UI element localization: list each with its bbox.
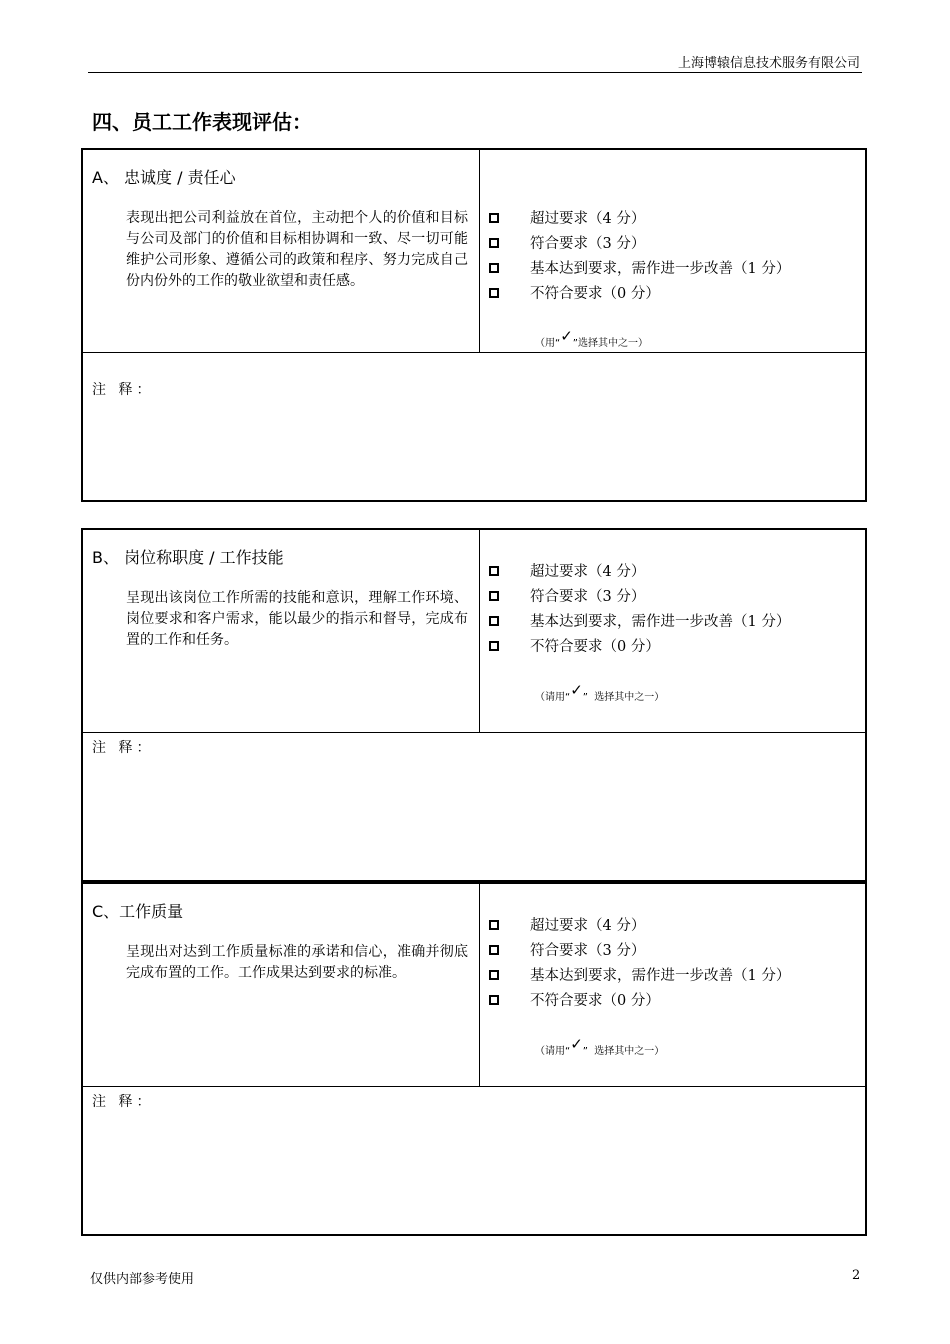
rating-option-label: 不符合要求（0 分）: [530, 286, 660, 302]
rating-option[interactable]: [489, 987, 790, 1012]
checkbox-icon[interactable]: [489, 238, 499, 248]
checkbox-icon[interactable]: [489, 616, 499, 626]
header-divider: [88, 72, 862, 73]
rating-option-label: 符合要求（3 分）: [530, 943, 646, 959]
rating-option-label: 超过要求（4 分）: [530, 211, 646, 227]
checkbox-icon[interactable]: [489, 920, 499, 930]
rating-option[interactable]: [489, 633, 790, 658]
criterion-description: 表现出把公司利益放在首位，主动把个人的价值和目标与公司及部门的价值和目标相协调和一致、尽一切可能维护公司形象、遵循公司的政策和程序、努力完成自己份内份外的工作的敬业欲望和责任感。: [126, 210, 468, 289]
checkmark-icon: ✓: [570, 1035, 583, 1053]
checkbox-icon[interactable]: [489, 566, 499, 576]
rating-option[interactable]: [489, 583, 790, 608]
rating-options: [489, 205, 790, 305]
page-number: 2: [852, 1268, 861, 1283]
rating-options: [489, 912, 790, 1012]
rating-option[interactable]: [489, 912, 790, 937]
evaluation-card-a: [81, 148, 867, 502]
hint-prefix: （用“: [535, 338, 561, 349]
rating-option[interactable]: [489, 608, 790, 633]
comment-label: 注 释：: [92, 382, 155, 398]
checkbox-icon[interactable]: [489, 945, 499, 955]
checkbox-icon[interactable]: [489, 995, 499, 1005]
evaluation-card-b: [81, 528, 867, 882]
criterion-description: 呈现出对达到工作质量标准的承诺和信心，准确并彻底完成布置的工作。工作成果达到要求的标准。: [126, 944, 468, 981]
rating-option-label: 不符合要求（0 分）: [530, 639, 660, 655]
checkmark-icon: ✓: [560, 327, 573, 345]
rating-option-label: 符合要求（3 分）: [530, 589, 646, 605]
rating-option-label: 基本达到要求，需作进一步改善（1 分）: [530, 614, 791, 630]
card-column-divider: [479, 530, 480, 732]
criterion-heading: C、工作质量: [92, 902, 184, 921]
comment-label: 注 释：: [92, 1094, 155, 1110]
section-title: 四、员工工作表现评估：: [92, 110, 312, 134]
rating-option-label: 超过要求（4 分）: [530, 564, 646, 580]
card-column-divider: [479, 884, 480, 1086]
hint-suffix: ” 选择其中之一）: [582, 692, 665, 703]
rating-option[interactable]: [489, 230, 790, 255]
rating-option-label: 基本达到要求，需作进一步改善（1 分）: [530, 968, 791, 984]
criterion-description: 呈现出该岗位工作所需的技能和意识，理解工作环境、岗位要求和客户需求，能以最少的指示和督导，完成布置的工作和任务。: [126, 590, 468, 648]
hint-suffix: ”选择其中之一）: [572, 338, 648, 349]
criterion-heading: A、 忠诚度 / 责任心: [92, 168, 236, 187]
hint-prefix: （请用“: [535, 692, 571, 703]
criterion-heading: B、 岗位称职度 / 工作技能: [92, 548, 284, 567]
rating-option-label: 基本达到要求，需作进一步改善（1 分）: [530, 261, 791, 277]
checkbox-icon[interactable]: [489, 970, 499, 980]
rating-option[interactable]: [489, 255, 790, 280]
checkbox-icon[interactable]: [489, 641, 499, 651]
selection-hint: [535, 681, 665, 705]
selection-hint: [535, 1035, 665, 1059]
selection-hint: [535, 327, 648, 351]
rating-option[interactable]: [489, 280, 790, 305]
evaluation-card-c: [81, 882, 867, 1236]
checkbox-icon[interactable]: [489, 213, 499, 223]
rating-option[interactable]: [489, 558, 790, 583]
checkmark-icon: ✓: [570, 681, 583, 699]
checkbox-icon[interactable]: [489, 591, 499, 601]
rating-option[interactable]: [489, 937, 790, 962]
rating-options: [489, 558, 790, 658]
rating-option-label: 超过要求（4 分）: [530, 918, 646, 934]
hint-suffix: ” 选择其中之一）: [582, 1046, 665, 1057]
rating-option-label: 符合要求（3 分）: [530, 236, 646, 252]
rating-option-label: 不符合要求（0 分）: [530, 993, 660, 1009]
company-name: 上海博辕信息技术服务有限公司: [677, 56, 860, 71]
comment-label: 注 释：: [92, 740, 155, 756]
checkbox-icon[interactable]: [489, 288, 499, 298]
checkbox-icon[interactable]: [489, 263, 499, 273]
hint-prefix: （请用“: [535, 1046, 571, 1057]
rating-option[interactable]: [489, 205, 790, 230]
footer-note: 仅供内部参考使用: [90, 1272, 195, 1287]
card-column-divider: [479, 150, 480, 352]
rating-option[interactable]: [489, 962, 790, 987]
